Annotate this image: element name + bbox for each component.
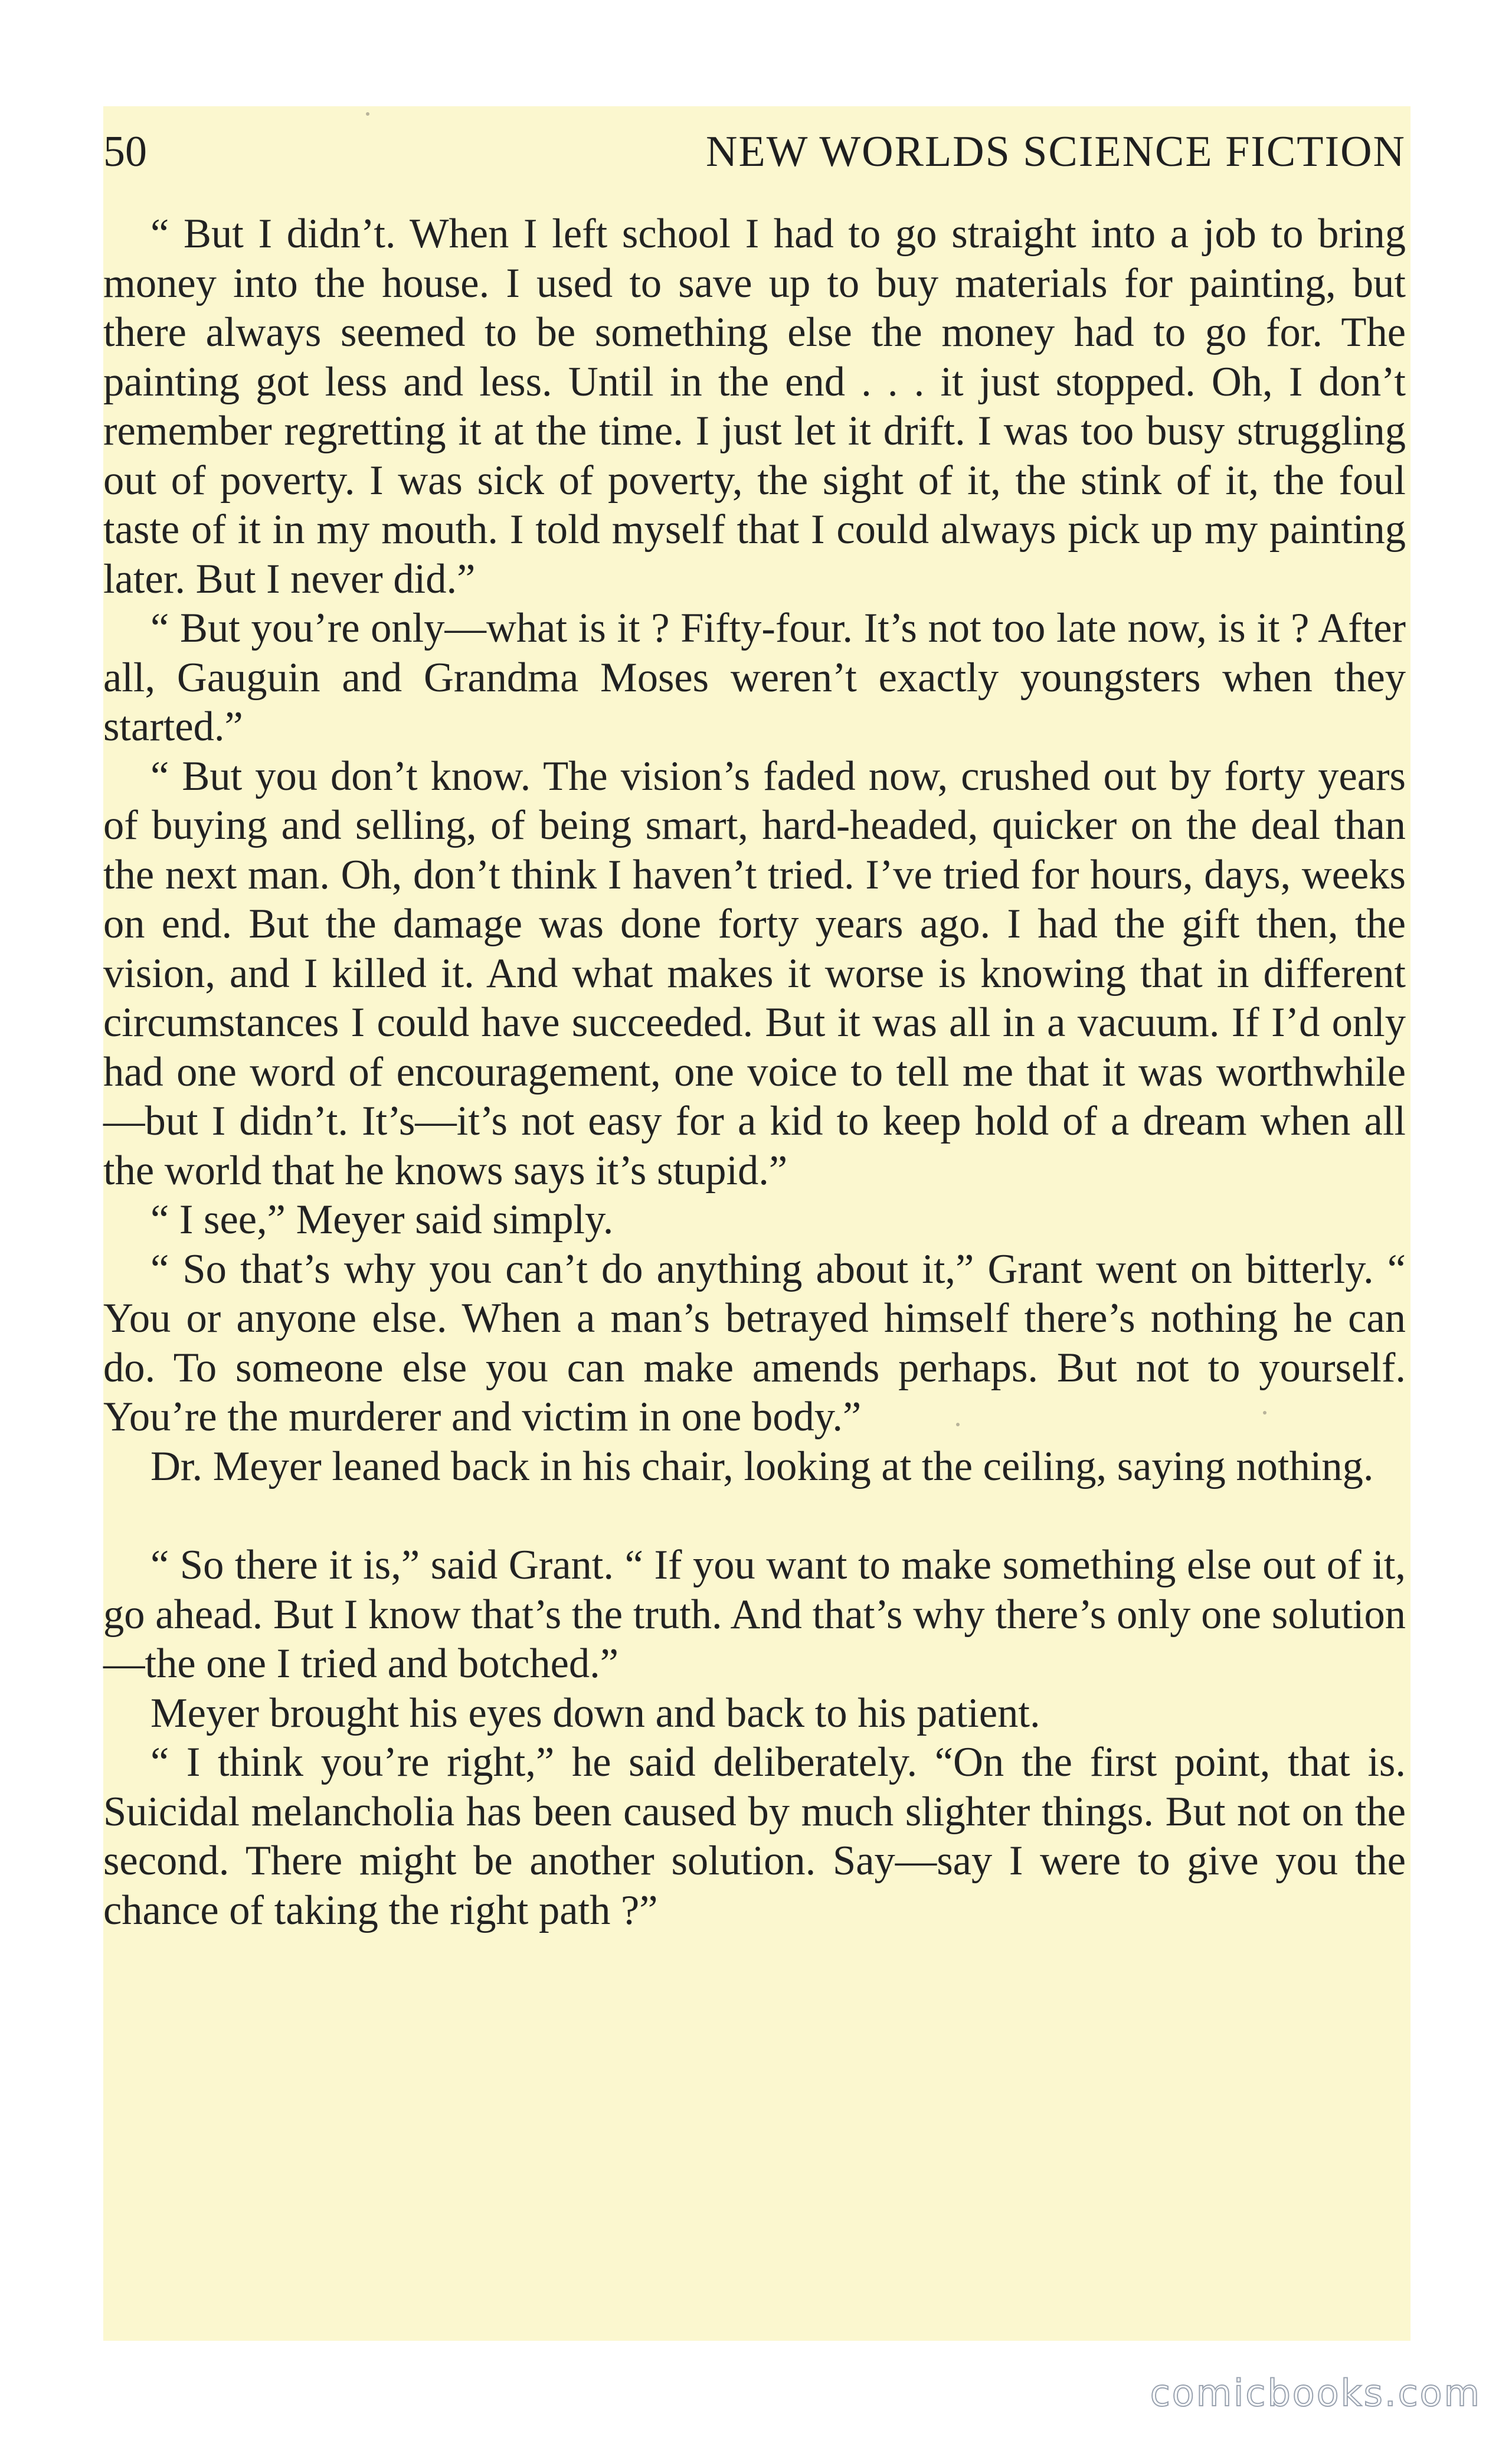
paragraph: Meyer brought his eyes down and back to his patient. <box>150 1690 1040 1736</box>
paragraph: “ So there it is,” said Grant. “ If you want to make something else out of it, go ahead. But I know that’s the truth. And that’s why there’s only one solution—the one I tried and botched.” <box>103 1542 1406 1687</box>
paragraph: “ But I didn’t. When I left school I had to go straight into a job to bring money into the house. I used to save up to buy materials for painting, but there always seemed to be something else the money had to go for. The painting got less and less. Until in the end . . . it just stopped. Oh, I don’t remember regretting it at the time. I just let it drift. I was too busy struggling out of poverty. I was sick of poverty, the sight of it, the stink of it, the foul taste of it in my mouth. I told myself that I could always pick up my painting later. But I never did.” <box>103 211 1406 602</box>
scene-break <box>103 1491 1406 1541</box>
paragraph: “ I see,” Meyer said simply. <box>150 1197 614 1243</box>
story-text <box>103 210 1406 1935</box>
paragraph: “ But you’re only—what is it ? Fifty-four. It’s not too late now, is it ? After all, Gauguin and Grandma Moses weren’t exactly youngsters when they started.” <box>103 605 1406 750</box>
watermark: comicbooks.com <box>1150 2371 1481 2415</box>
paragraph: “ But you don’t know. The vision’s faded now, crushed out by forty years of buying and selling, of being smart, hard-headed, quicker on the deal than the next man. Oh, don’t think I haven’t tried. I’ve tried for hours, days, weeks on end. But the damage was done forty years ago. I had the gift then, the vision, and I killed it. And what makes it worse is knowing that in different circumstances I could have succeeded. But it was all in a vacuum. If I’d only had one word of encouragement, one voice to tell me that it was worthwhile—but I didn’t. It’s—it’s not easy for a kid to keep hold of a dream when all the world that he knows says it’s stupid.” <box>103 753 1406 1194</box>
paragraph: Dr. Meyer leaned back in his chair, looking at the ceiling, saying nothing. <box>150 1443 1374 1489</box>
magazine-page <box>103 106 1410 2341</box>
scan-speck <box>1263 1411 1266 1414</box>
running-head <box>103 127 1406 181</box>
scan-speck <box>366 112 369 116</box>
paragraph: “ So that’s why you can’t do anything about it,” Grant went on bitterly. “ You or anyone else. When a man’s betrayed himself there’s nothing he can do. To someone else you can make amends perhaps. But not to yourself. You’re the murderer and victim in one body.” <box>103 1246 1406 1440</box>
scan-speck <box>956 1423 960 1426</box>
paragraph: “ I think you’re right,” he said deliberately. “On the first point, that is. Suicidal melancholia has been caused by much slighter things. But not on the second. There might be another solution. Say—say I were to give you the chance of taking the right path ?” <box>103 1739 1406 1933</box>
magazine-title: NEW WORLDS SCIENCE FICTION <box>706 128 1406 176</box>
page-number: 50 <box>103 128 147 176</box>
